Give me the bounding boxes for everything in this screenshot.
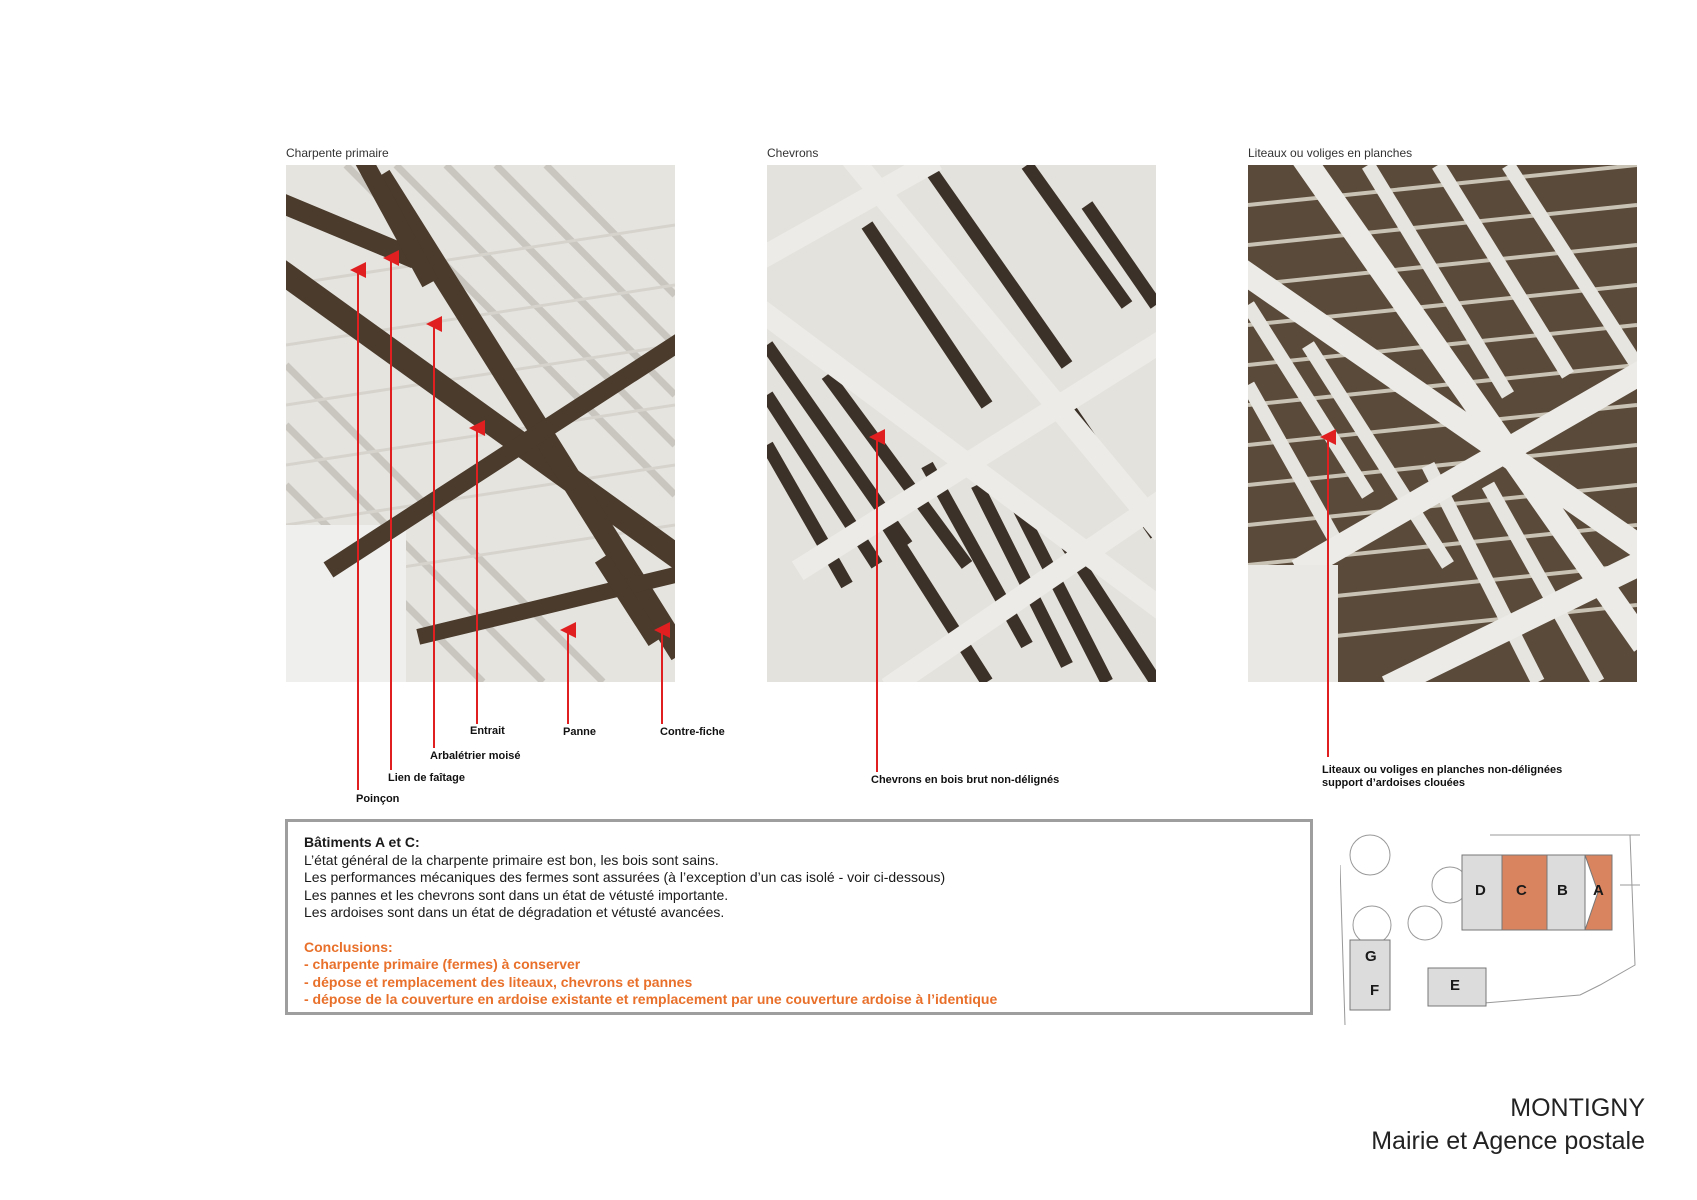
brand-town: MONTIGNY xyxy=(1510,1094,1645,1122)
label-arbaletrier: Arbalétrier moisé xyxy=(430,750,521,762)
plan-label-g: G xyxy=(1365,948,1377,965)
plan-label-c: C xyxy=(1516,882,1527,899)
label-panne: Panne xyxy=(563,726,597,738)
label-entrait: Entrait xyxy=(470,725,505,737)
label-chevrons: Chevrons en bois brut non-délignés xyxy=(871,774,1060,786)
label-liteaux-1: Liteaux ou voliges en planches non-délignées xyxy=(1322,764,1563,776)
label-contre-fiche: Contre-fiche xyxy=(660,726,725,738)
photo-caption-charpente: Charpente primaire xyxy=(286,146,389,160)
plan-label-b: B xyxy=(1557,882,1568,899)
photo-caption-chevrons: Chevrons xyxy=(767,146,819,160)
conclusion-item: - dépose et remplacement des liteaux, chevrons et pannes xyxy=(304,973,693,990)
plan-label-f: F xyxy=(1370,982,1380,999)
site-plan xyxy=(1340,825,1640,1025)
label-poincon: Poinçon xyxy=(356,793,400,805)
photo-chevrons xyxy=(767,165,1156,682)
conclusion-item: - charpente primaire (fermes) à conserver xyxy=(304,956,581,972)
conclusions-title: Conclusions: xyxy=(304,938,393,955)
brand-subtitle: Mairie et Agence postale xyxy=(1371,1127,1645,1155)
plan-label-d: D xyxy=(1475,882,1486,899)
conclusion-item: - dépose de la couverture en ardoise existante et remplacement par une couverture ardoise à l’identique xyxy=(304,991,998,1007)
summary-line: L’état général de la charpente primaire est bon, les bois sont sains. xyxy=(304,851,719,868)
label-lien-faitage: Lien de faîtage xyxy=(388,772,466,784)
plan-label-e: E xyxy=(1450,977,1461,994)
summary-line: Les ardoises sont dans un état de dégradation et vétusté avancées. xyxy=(304,904,725,920)
photo-charpente-primaire xyxy=(286,165,675,682)
photo-caption-liteaux: Liteaux ou voliges en planches xyxy=(1248,146,1413,160)
label-liteaux-2: support d’ardoises clouées xyxy=(1322,777,1466,789)
plan-label-a: A xyxy=(1593,882,1604,899)
summary-title: Bâtiments A et C: xyxy=(304,834,420,850)
summary-line: Les pannes et les chevrons sont dans un état de vétusté importante. xyxy=(304,886,729,903)
photo-liteaux xyxy=(1248,165,1637,682)
summary-line: Les performances mécaniques des fermes sont assurées (à l’exception d’un cas isolé - voir ci-dessous) xyxy=(304,869,946,885)
summary-box xyxy=(285,819,1313,1015)
